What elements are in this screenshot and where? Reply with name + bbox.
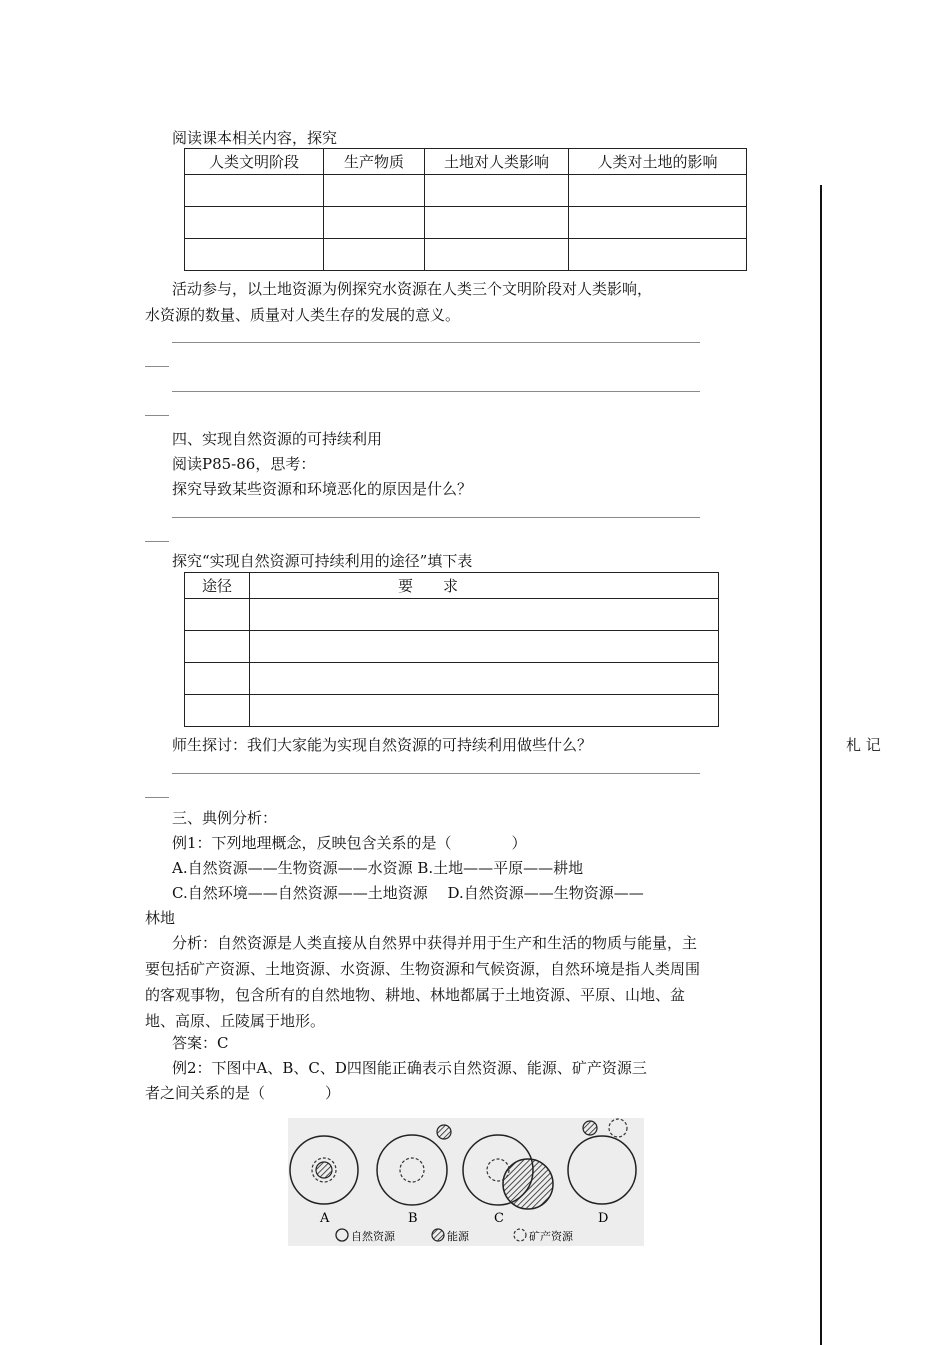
diagram-c <box>463 1135 553 1209</box>
table-cell[interactable] <box>324 239 425 271</box>
diagram-label: C <box>494 1211 504 1226</box>
answer-line-tail <box>145 366 169 367</box>
example1-options-cd: C.自然环境——自然资源——土地资源 D.自然资源——生物资源—— <box>172 884 644 902</box>
answer-line[interactable] <box>172 517 700 518</box>
mineral-resource-circle <box>609 1119 627 1137</box>
table-cell[interactable] <box>185 599 250 631</box>
table-cell[interactable] <box>250 599 719 631</box>
table-cell[interactable] <box>324 175 425 207</box>
discussion-text: 师生探讨：我们大家能为实现自然资源的可持续利用做些什么？ <box>172 736 593 754</box>
table-row <box>185 663 719 695</box>
activity-line1: 活动参与，以土地资源为例探究水资源在人类三个文明阶段对人类影响， <box>172 280 653 298</box>
diagram-label: B <box>408 1211 418 1226</box>
table-cell[interactable] <box>185 207 324 239</box>
table-header-cell: 要 求 <box>250 573 719 599</box>
table-header-row <box>185 149 747 175</box>
legend-label: 矿产资源 <box>529 1230 573 1243</box>
sustainability-table <box>184 572 719 727</box>
table-cell[interactable] <box>250 663 719 695</box>
legend-label: 自然资源 <box>351 1230 395 1243</box>
natural-resource-circle <box>377 1135 447 1205</box>
venn-figure <box>288 1118 644 1246</box>
example1-options-cd-wrap: 林地 <box>145 909 176 927</box>
table-cell[interactable] <box>425 239 569 271</box>
answer-line[interactable] <box>172 391 700 392</box>
diagram-label: D <box>598 1211 609 1226</box>
table-cell[interactable] <box>185 663 250 695</box>
analysis-paragraph: 分析：自然资源是人类直接从自然界中获得并用于生产和生活的物质与能量，主要包括矿产资源、土地资源、水资源、生物资源和气候资源，自然环境是指人类周围的客观事物，包含所有的自然地物、耕地、林地都属于土地资源、平原、山地、盆地、高原、丘陵属于地形。 <box>145 934 701 1030</box>
table-cell[interactable] <box>250 631 719 663</box>
table-cell[interactable] <box>185 695 250 727</box>
table-cell[interactable] <box>324 207 425 239</box>
section4-table-intro: 探究“实现自然资源可持续利用的途径”填下表 <box>172 552 473 570</box>
answer-line[interactable] <box>172 342 700 343</box>
table-cell[interactable] <box>185 175 324 207</box>
diagram-b <box>377 1125 451 1205</box>
section3-heading: 三、典例分析： <box>172 809 278 827</box>
natural-resource-circle <box>568 1136 636 1204</box>
table-row <box>185 239 747 271</box>
answer-line-tail <box>145 797 169 798</box>
margin-rule <box>820 185 822 1345</box>
legend-natural-icon <box>336 1229 348 1241</box>
example2-question: 例2：下图中A、B、C、D四图能正确表示自然资源、能源、矿产资源三 <box>172 1059 647 1077</box>
diagram-label: A <box>320 1211 330 1226</box>
table-header-cell: 生产物质 <box>324 149 425 175</box>
section4-heading: 四、实现自然资源的可持续利用 <box>172 430 383 448</box>
answer-line-tail <box>145 415 169 416</box>
table-header-cell: 人类文明阶段 <box>185 149 324 175</box>
energy-circle <box>437 1125 451 1139</box>
legend-energy-icon <box>432 1229 444 1241</box>
answer-text: 答案：C <box>172 1034 229 1052</box>
answer-line-tail <box>145 541 169 542</box>
table-row <box>185 631 719 663</box>
section4-read: 阅读P85-86，思考： <box>172 455 316 473</box>
example2-question-wrap: 者之间关系的是（ ） <box>145 1084 341 1102</box>
legend-label: 能源 <box>447 1230 469 1243</box>
diagram-d <box>568 1119 636 1204</box>
table-cell[interactable] <box>185 239 324 271</box>
diagram-a <box>290 1136 358 1204</box>
side-note: 札 记 <box>846 736 881 754</box>
table-row <box>185 175 747 207</box>
table-header-cell: 土地对人类影响 <box>425 149 569 175</box>
civilization-table <box>184 148 747 271</box>
table-row <box>185 695 719 727</box>
example1-question: 例1：下列地理概念，反映包含关系的是（ ） <box>172 834 527 852</box>
venn-diagram <box>288 1118 644 1246</box>
table-cell[interactable] <box>569 239 747 271</box>
table-header-cell: 途径 <box>185 573 250 599</box>
table-row <box>185 207 747 239</box>
table-cell[interactable] <box>425 207 569 239</box>
table-cell[interactable] <box>185 631 250 663</box>
table-row <box>185 599 719 631</box>
example1-options-ab: A.自然资源——生物资源——水资源 B.土地——平原——耕地 <box>172 859 584 877</box>
table-cell[interactable] <box>425 175 569 207</box>
table-header-row <box>185 573 719 599</box>
table-header-cell: 人类对土地的影响 <box>569 149 747 175</box>
answer-line[interactable] <box>172 773 700 774</box>
activity-line2: 水资源的数量、质量对人类生存的发展的意义。 <box>145 306 461 324</box>
intro-text: 阅读课本相关内容，探究 <box>172 129 338 147</box>
energy-circle <box>583 1121 597 1135</box>
section4-question: 探究导致某些资源和环境恶化的原因是什么？ <box>172 480 473 498</box>
table-cell[interactable] <box>569 207 747 239</box>
mineral-resource-circle <box>400 1158 424 1182</box>
energy-circle <box>503 1159 553 1209</box>
legend-mineral-icon <box>514 1229 526 1241</box>
table-cell[interactable] <box>569 175 747 207</box>
energy-circle <box>316 1162 332 1178</box>
table-cell[interactable] <box>250 695 719 727</box>
